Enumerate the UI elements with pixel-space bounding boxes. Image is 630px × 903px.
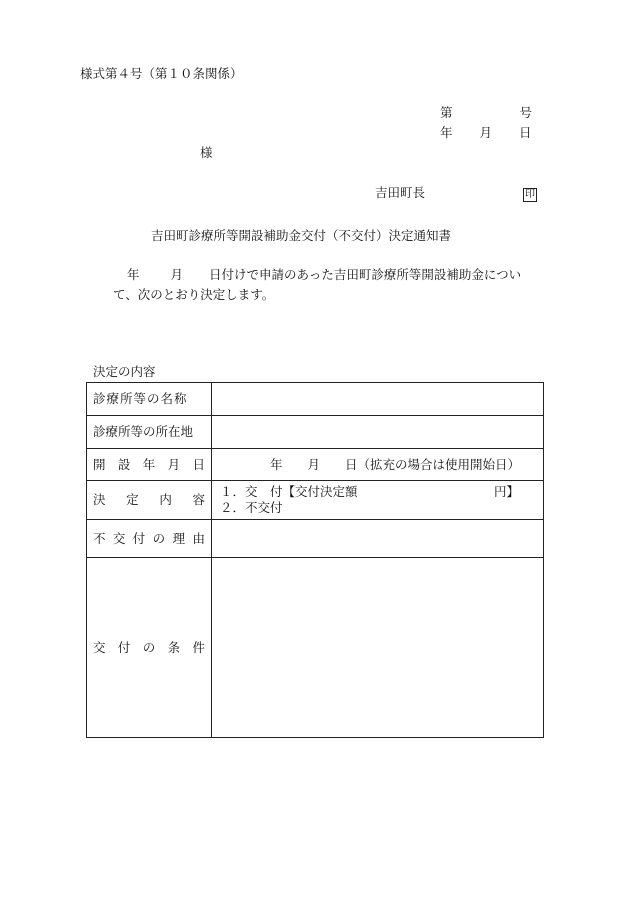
label-char: 由 [192,530,205,546]
sender [375,187,537,202]
row-label [87,416,212,449]
row-label [87,520,212,558]
label-char: 付 [132,530,146,546]
label-char: の [142,639,156,655]
option-no-grant[interactable]: ２．不交付 [220,500,283,515]
row-label [87,383,212,416]
row-label [87,558,212,738]
body-year: 年 [127,267,140,282]
sender-name: 吉田町長 [375,185,426,200]
label-char: 決 [93,492,106,508]
table-row [87,481,544,520]
label-char: 理 [172,530,186,546]
label-char: 年 [142,456,156,472]
body-month: 月 [170,267,184,282]
body-line-1 [127,265,521,285]
label-char: 交 [93,639,106,655]
doc-number-prefix: 第 [440,105,453,120]
body-line-2: て、次のとおり決定します。 [113,287,275,302]
label-char: 交 [112,530,126,546]
table-row [87,449,544,481]
label-text: 診療所等の名称 [93,391,188,407]
option-grant-unit: 円】 [493,484,519,500]
option-grant[interactable]: １．交 付【交付決定額 [220,484,358,500]
label-char: 付 [117,639,131,655]
label-char: の [152,530,166,546]
seal-mark: 印 [525,189,535,200]
table-row [87,416,544,449]
label-char: 定 [126,492,139,508]
label-char: 条 [167,639,181,655]
clinic-name-value[interactable] [212,383,544,416]
label-char: 容 [192,492,205,508]
date-day: 日 [519,125,532,140]
decision-table [86,382,544,738]
body-line1-rest: 日付けで申請のあった吉田町診療所等開設補助金につい [209,267,522,282]
label-char: 不 [93,530,106,546]
table-row [87,383,544,416]
grant-conditions-value[interactable] [212,558,544,738]
table-row [87,520,544,558]
section-caption: 決定の内容 [93,364,156,379]
doc-number-suffix: 号 [519,105,533,120]
label-char: 月 [167,456,181,472]
row-label [87,481,212,520]
label-char: 開 [93,456,106,472]
form-number: 様式第４号（第１０条関係） [80,66,243,81]
label-char: 日 [192,456,205,472]
recipient-honorific: 様 [200,145,213,160]
document-number [440,107,532,120]
document-title: 吉田町診療所等開設補助金交付（不交付）決定通知書 [151,228,452,243]
row-label [87,449,212,481]
opening-date-value[interactable]: 年 月 日（拡充の場合は使用開始日） [212,449,544,481]
label-text: 診療所等の所在地 [93,424,194,440]
date-month: 月 [479,125,493,140]
label-char: 内 [159,492,172,508]
clinic-address-value[interactable] [212,416,544,449]
issue-date [440,127,532,140]
decision-options [212,481,544,520]
table-row [87,558,544,738]
date-year: 年 [440,125,453,140]
no-grant-reason-value[interactable] [212,520,544,558]
label-char: 件 [192,639,205,655]
label-char: 設 [117,456,131,472]
